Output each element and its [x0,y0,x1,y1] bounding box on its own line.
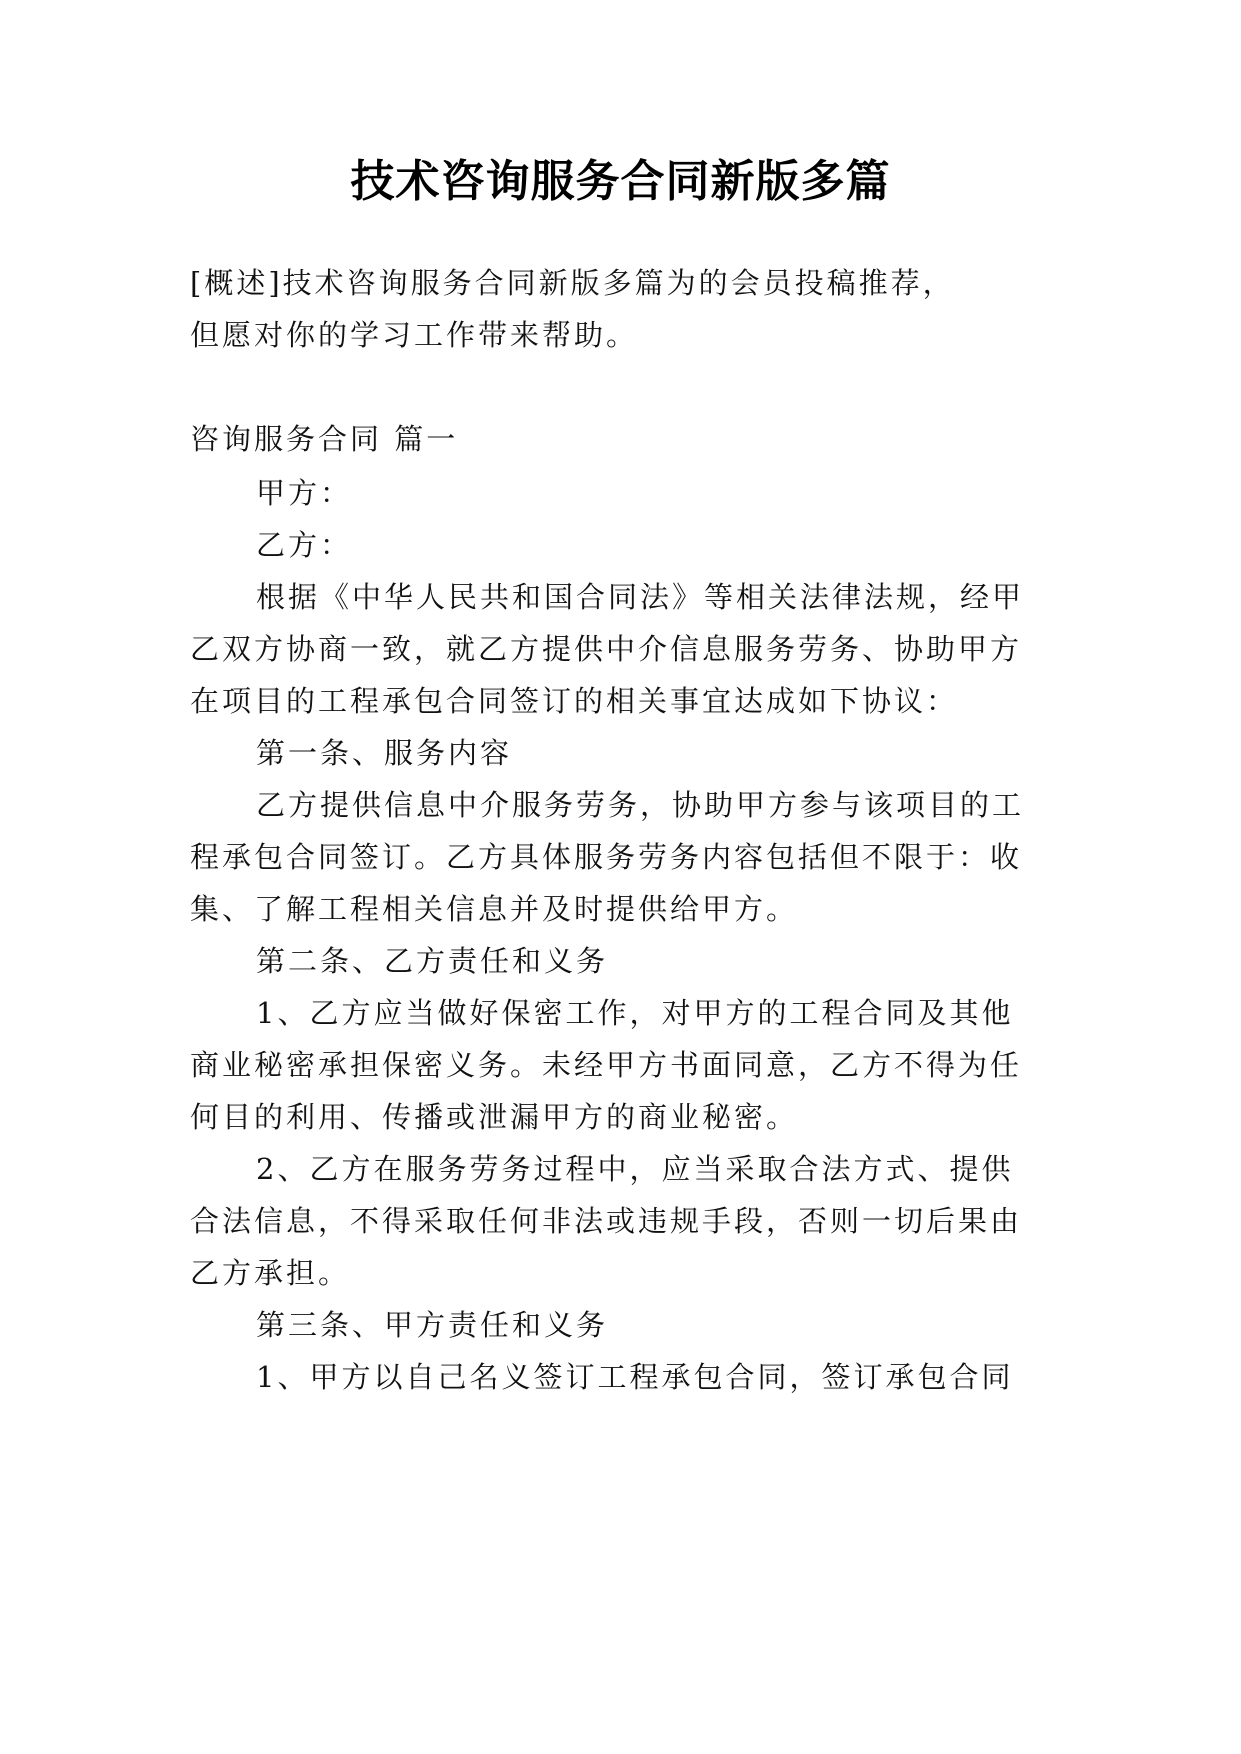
article-1-title: 第一条、服务内容 [256,736,513,770]
party-a-label: 甲方： [256,476,353,510]
article-1-line-3: 集、了解工程相关信息并及时提供给甲方。 [190,892,799,926]
article-2-item-2-line-3: 乙方承担。 [190,1256,351,1290]
party-b-label: 乙方： [256,528,353,562]
article-2-item-1-line-2: 商业秘密承担保密义务。未经甲方书面同意，乙方不得为任 [190,1048,1023,1082]
article-1-line-1: 乙方提供信息中介服务劳务，协助甲方参与该项目的工 [256,788,1025,822]
article-3-title: 第三条、甲方责任和义务 [256,1308,609,1342]
summary-line-2: 但愿对你的学习工作带来帮助。 [190,318,639,352]
article-2-title: 第二条、乙方责任和义务 [256,944,609,978]
article-2-item-2-line-1: 2、乙方在服务劳务过程中，应当采取合法方式、提供 [256,1152,1014,1186]
article-3-item-1-line-1: 1、甲方以自己名义签订工程承包合同，签订承包合同 [256,1360,1014,1394]
intro-line-1: 根据《中华人民共和国合同法》等相关法律法规，经甲 [256,580,1025,614]
article-2-item-1-line-1: 1、乙方应当做好保密工作，对甲方的工程合同及其他 [256,996,1014,1030]
article-2-item-1-line-3: 何目的利用、传播或泄漏甲方的商业秘密。 [190,1100,799,1134]
intro-line-3: 在项目的工程承包合同签订的相关事宜达成如下协议： [190,684,959,718]
intro-line-2: 乙双方协商一致，就乙方提供中介信息服务劳务、协助甲方 [190,632,1023,666]
article-2-item-2-line-2: 合法信息，不得采取任何非法或违规手段，否则一切后果由 [190,1204,1023,1238]
article-1-line-2: 程承包合同签订。乙方具体服务劳务内容包括但不限于：收 [190,840,1023,874]
summary-line-1: [概述]技术咨询服务合同新版多篇为的会员投稿推荐， [190,266,955,300]
document-title: 技术咨询服务合同新版多篇 [350,156,891,207]
section-heading: 咨询服务合同 篇一 [190,422,459,456]
